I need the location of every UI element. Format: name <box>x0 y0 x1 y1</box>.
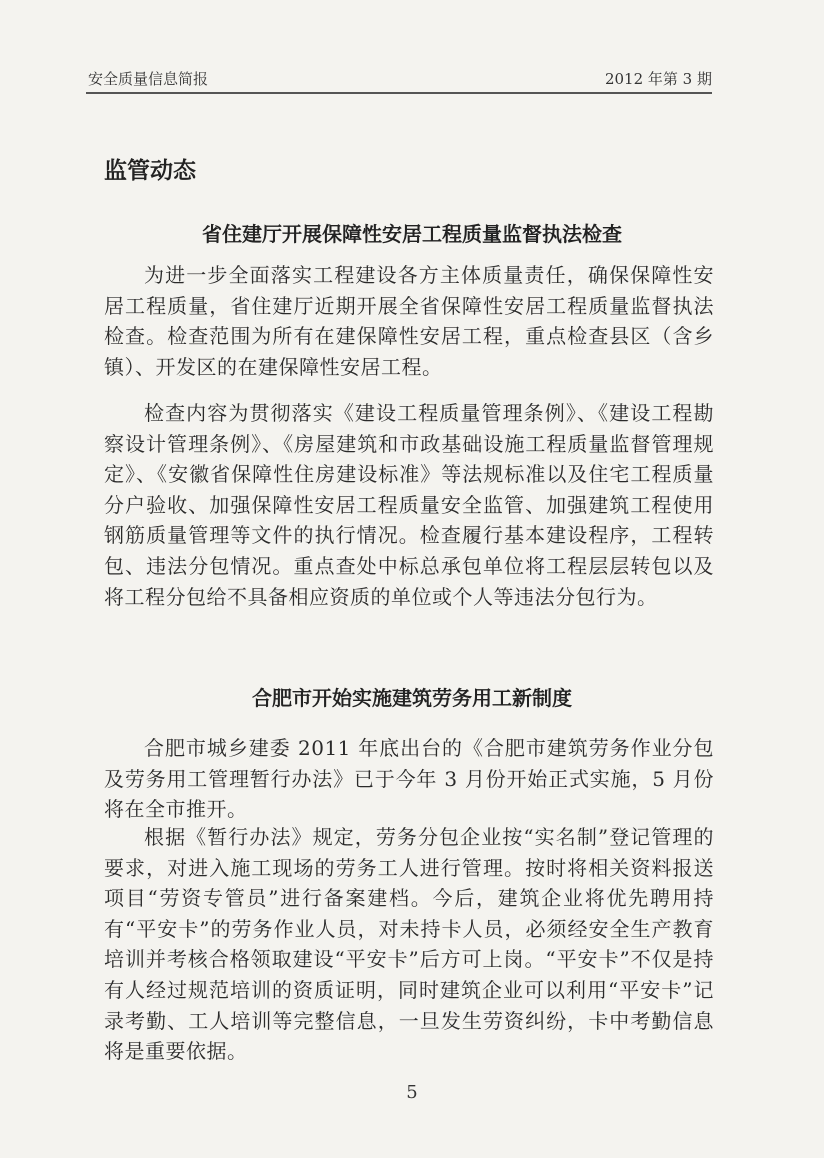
article-2-paragraph-2: 根据《暂行办法》规定，劳务分包企业按“实名制”登记管理的要求，对进入施工现场的劳务工人进行管理。按时将相关资料报送项目“劳资专管员”进行备案建档。今后，建筑企业将优先聘用持有“平安卡”的劳务作业人员，对未持卡人员，必须经安全生产教育培训并考核合格领取建设“平安卡”后方可上岗。“平安卡”不仅是持有人经过规范培训的资质证明，同时建筑企业可以利用“平安卡”记录考勤、工人培训等完整信息，一旦发生劳资纠纷，卡中考勤信息将是重要依据。 <box>104 825 714 1064</box>
article-title-1: 省住建厅开展保障性安居工程质量监督执法检查 <box>202 222 622 246</box>
page-header <box>88 64 712 92</box>
article-1-paragraph-2: 检查内容为贯彻落实《建设工程质量管理条例》、《建设工程勘察设计管理条例》、《房屋建筑和市政基础设施工程质量监督管理规定》、《安徽省保障性住房建设标准》等法规标准以及住宅工程质量分户验收、加强保障性安居工程质量安全监管、加强建筑工程使用钢筋质量管理等文件的执行情况。检查履行基本建设程序，工程转包、违法分包情况。重点查处中标总承包单位将工程层层转包以及将工程分包给不具备相应资质的单位或个人等违法分包行为。 <box>104 401 714 609</box>
page-number: 5 <box>406 1082 418 1103</box>
section-title: 监管动态 <box>104 158 196 184</box>
article-2-paragraph-1: 合肥市城乡建委 2011 年底出台的《合肥市建筑劳务作业分包及劳务用工管理暂行办法》已于今年 3 月份开始正式实施，5 月份将在全市推开。 <box>104 736 714 822</box>
header-divider <box>86 92 712 94</box>
issue-number: 2012 年第 3 期 <box>604 70 712 88</box>
publication-name: 安全质量信息简报 <box>88 70 209 88</box>
article-1-paragraph-1: 为进一步全面落实工程建设各方主体质量责任，确保保障性安居工程质量，省住建厅近期开展全省保障性安居工程质量监督执法检查。检查范围为所有在建保障性安居工程，重点检查县区（含乡镇）、开发区的在建保障性安居工程。 <box>104 263 714 379</box>
article-title-2: 合肥市开始实施建筑劳务用工新制度 <box>252 686 572 710</box>
